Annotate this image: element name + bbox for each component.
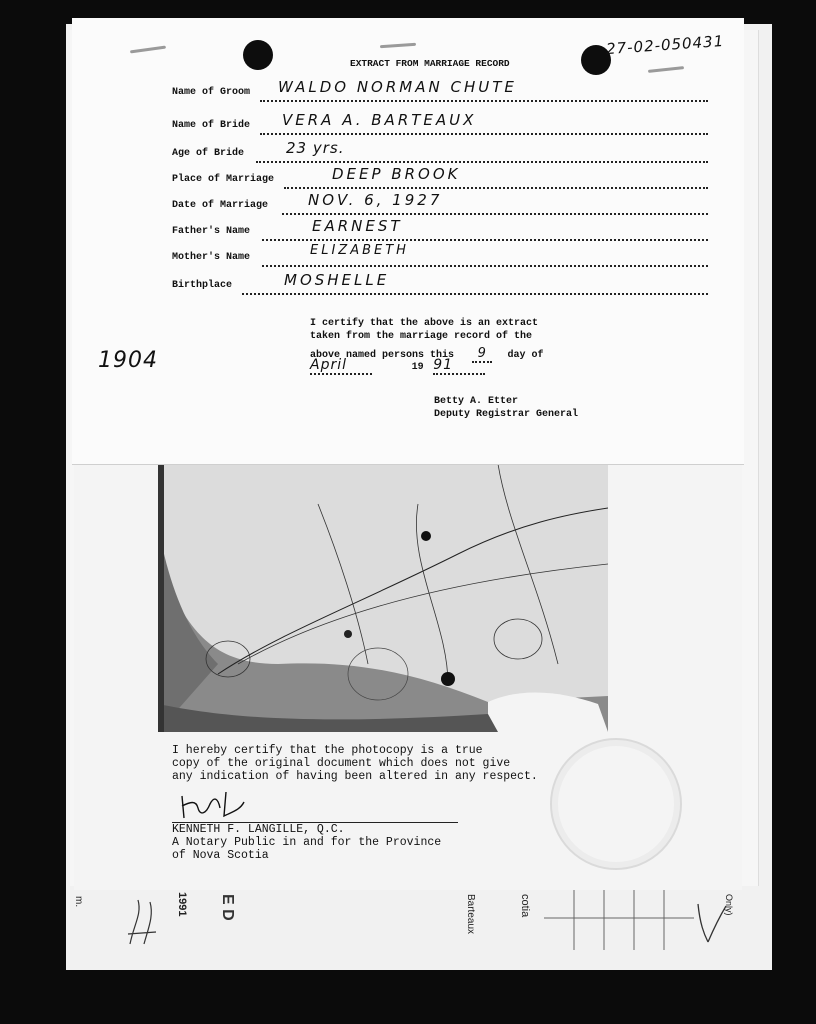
certification-line-2: taken from the marriage record of the — [310, 331, 533, 342]
field-label: Father's Name — [172, 226, 251, 237]
dotted-leader — [260, 100, 708, 102]
strip-left-fragment: m. — [73, 896, 84, 908]
strip-form-lines — [544, 890, 694, 950]
field-label: Name of Bride — [172, 120, 251, 131]
dotted-leader — [262, 265, 708, 267]
field-row-birthplace — [172, 271, 712, 299]
field-value: NOV. 6, 1927 — [308, 191, 443, 209]
field-value: VERA A. BARTEAUX — [282, 111, 477, 129]
dotted-leader — [256, 161, 708, 163]
field-row-father — [172, 217, 712, 245]
certification-year-prefix: 19 — [411, 362, 424, 373]
notary-title-1: A Notary Public in and for the Province — [172, 836, 442, 849]
dotted-leader — [282, 213, 708, 215]
photocopy-image — [158, 464, 608, 732]
punch-hole-left — [243, 40, 273, 70]
field-row-age — [172, 139, 712, 167]
notary-statement-line-1: I hereby certify that the photocopy is a true — [172, 744, 483, 757]
certification-line-3-suffix: day of — [507, 350, 544, 361]
strip-year: 1991 — [176, 892, 188, 917]
field-label: Age of Bride — [172, 148, 245, 159]
field-label: Name of Groom — [172, 87, 251, 98]
field-row-place — [172, 165, 712, 193]
strip-letter: E D — [219, 894, 236, 921]
field-value: ELIZABETH — [310, 243, 409, 258]
field-value: EARNEST — [312, 217, 403, 235]
notary-statement-line-3: any indication of having been altered in any respect. — [172, 770, 538, 783]
field-value: 23 yrs. — [286, 139, 345, 157]
file-number: 27-02-050431 — [605, 31, 725, 59]
field-value: MOSHELLE — [284, 271, 390, 289]
field-row-groom — [172, 78, 712, 106]
field-label: Date of Marriage — [172, 200, 269, 211]
strip-only: Only) — [724, 894, 734, 916]
field-value: WALDO NORMAN CHUTE — [278, 78, 517, 96]
notary-seal-emboss — [550, 738, 682, 870]
registrar-name: Betty A. Etter — [434, 396, 519, 407]
certification-date-line — [310, 356, 510, 376]
field-row-date — [172, 191, 712, 219]
dotted-leader — [284, 187, 708, 189]
notary-name: KENNETH F. LANGILLE, Q.C. — [172, 823, 345, 836]
certification-month: April — [310, 357, 372, 375]
field-row-mother — [172, 243, 712, 271]
dotted-leader — [260, 133, 708, 135]
dotted-leader — [242, 293, 708, 295]
back-strip — [66, 890, 772, 970]
field-row-bride — [172, 111, 712, 139]
certification-day: 9 — [472, 346, 492, 363]
field-label: Birthplace — [172, 280, 233, 291]
notary-signature — [176, 788, 266, 824]
strip-signature-scrawl — [120, 894, 170, 954]
dotted-leader — [262, 239, 708, 241]
registrar-title: Deputy Registrar General — [434, 409, 579, 420]
certification-year-suffix: 91 — [433, 357, 485, 375]
strip-scotia: cotia — [519, 894, 531, 918]
notary-title-2: of Nova Scotia — [172, 849, 269, 862]
certification-line-1: I certify that the above is an extract — [310, 318, 539, 329]
field-value: DEEP BROOK — [332, 165, 461, 183]
certification-line-3-prefix: above named persons this — [310, 350, 455, 361]
strip-checkmark — [690, 898, 730, 946]
margin-note: 1904 — [98, 348, 158, 373]
notary-statement-line-2: copy of the original document which does not give — [172, 757, 511, 770]
field-label: Mother's Name — [172, 252, 251, 263]
strip-barteaux: Barteaux — [465, 894, 476, 935]
document-title: EXTRACT FROM MARRIAGE RECORD — [350, 58, 510, 69]
field-label: Place of Marriage — [172, 174, 275, 185]
